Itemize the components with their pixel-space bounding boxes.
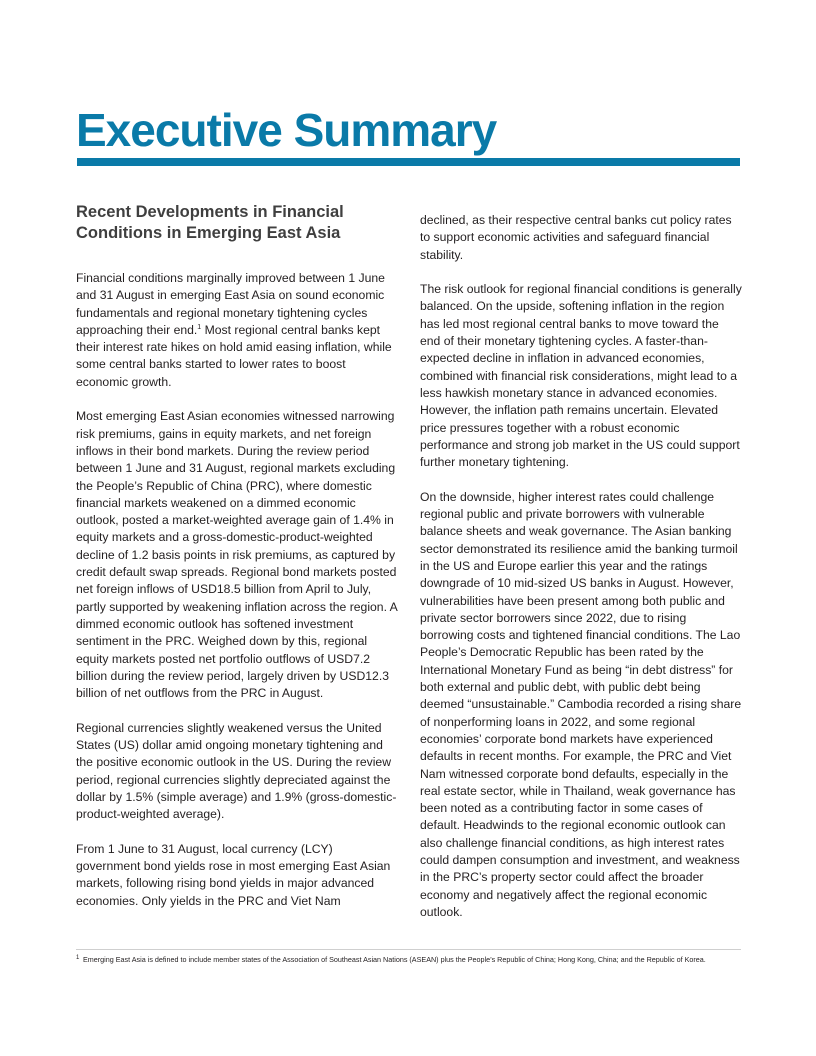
footnote (76, 955, 726, 965)
paragraph-risk-premiums: Most emerging East Asian economies witnessed narrowing risk premiums, gains in equity markets, and net foreign inflows in their bond markets. During the review period between 1 June and 31 August, regional markets excluding the People’s Republic of China (PRC), where domestic financial markets weakened on a dimmed economic outlook, posted a market-weighted average gain of 1.4% in equity markets and a gross-domestic-product-weighted decline of 1.2 basis points in risk premiums, as captured by credit default swap spreads. Regional bond markets posted net foreign inflows of USD18.5 billion from April to July, partly supported by weakening inflation across the region. A dimmed economic outlook has softened investment sentiment in the PRC. Weighed down by this, regional equity markets posted net portfolio outflows of USD7.2 billion during the review period, largely driven by USD12.3 billion of net outflows from the PRC in August. (76, 409, 398, 701)
page-title: Executive Summary (76, 104, 497, 156)
paragraph-text: Financial conditions marginally improved between 1 June and 31 August in emerging East Asia on sound economic fundamentals and regional monetary tightening cycles approaching their end. (76, 271, 385, 337)
footnote-mark: 1 (76, 955, 80, 961)
paragraph-currencies: Regional currencies slightly weakened versus the United States (US) dollar amid ongoing monetary tightening and the positive economic outlook in the US. During the review period, regional currencies slightly depreciated against the dollar by 1.5% (simple average) and 1.9% (gross-domestic-product-weighted average). (76, 720, 397, 822)
paragraph-bond-yields-end: declined, as their respective central banks cut policy rates to support economic activities and safeguard financial stability. (420, 213, 732, 262)
paragraph-financial-conditions (76, 270, 398, 391)
left-column (76, 202, 398, 927)
title-underline-rule (77, 158, 740, 166)
section-heading: Recent Developments in Financial Conditions in Emerging East Asia (76, 203, 344, 242)
paragraph-text-continued: Most regional central banks kept their interest rate hikes on hold amid easing inflation, while some central banks started to lower rates to boost economic growth. (76, 322, 392, 389)
right-column (420, 212, 742, 938)
footnote-reference[interactable]: 1 (197, 323, 202, 331)
footnote-divider (76, 949, 741, 950)
paragraph-bond-yields-start: From 1 June to 31 August, local currency (LCY) government bond yields rose in most emerging East Asian markets, following rising bond yields in major advanced economies. Only yields in the PRC and Viet Nam (76, 841, 391, 908)
paragraph-risk-outlook: The risk outlook for regional financial conditions is generally balanced. On the upside, softening inflation in the region has led most regional central banks to move toward the end of their monetary tightening cycles. A faster-than-expected decline in inflation in advanced economies, combined with financial risk considerations, might lead to a less hawkish monetary stance in advanced economies. However, the inflation path remains uncertain. Elevated price pressures together with a robust economic performance and strong job market in the US could support further monetary tightening. (420, 282, 742, 470)
paragraph-downside-risks: On the downside, higher interest rates could challenge regional public and private borrowers with vulnerable balance sheets and weak governance. The Asian banking sector demonstrated its resilience amid the banking turmoil in the US and Europe earlier this year and the ratings downgrade of 10 mid-sized US banks in August. However, vulnerabilities have been present among both public and private sector borrowers since 2022, due to rising borrowing costs and tightened financial conditions. The Lao People’s Democratic Republic has been rated by the International Monetary Fund as being “in debt distress” for both external and public debt, with public debt being deemed “unsustainable.” Cambodia recorded a rising share of nonperforming loans in 2022, and some regional economies’ corporate bond markets have experienced defaults in recent months. For example, the PRC and Viet Nam witnessed corporate bond defaults, especially in the real estate sector, while in Thailand, weak governance has been noted as a contributing factor in some cases of default. Headwinds to the regional economic outlook can also challenge financial conditions, as high interest rates could dampen consumption and investment, and weakness in the PRC’s property sector could affect the broader economy and negatively affect the regional economic outlook. (420, 489, 742, 919)
footnote-text: Emerging East Asia is defined to include member states of the Association of Southeast Asian Nations (ASEAN) plus the People’s Republic of China; Hong Kong, China; and the Republic of Korea. (83, 955, 706, 964)
